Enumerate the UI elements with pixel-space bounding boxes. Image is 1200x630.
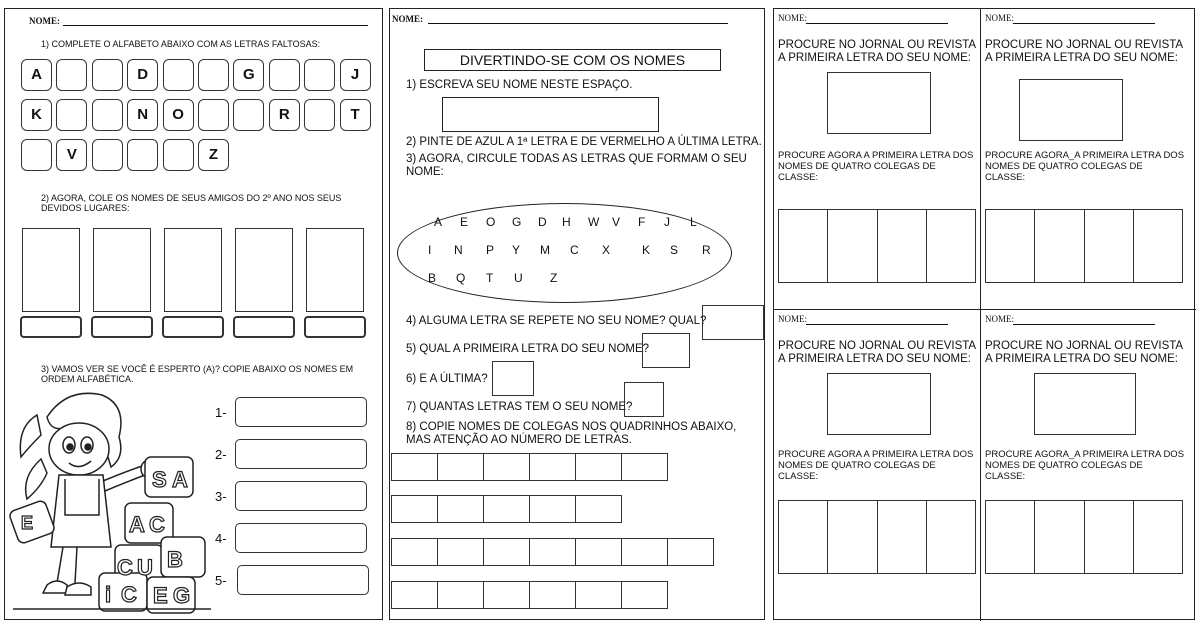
ellipse-letter[interactable]: I (428, 243, 432, 257)
worksheet-alphabet (4, 8, 383, 620)
answer-field[interactable] (235, 397, 367, 427)
friend-label-box[interactable] (304, 316, 366, 338)
classmate-letter-box[interactable] (779, 210, 828, 282)
classmates-letter-boxes (985, 500, 1183, 574)
name-line[interactable] (1013, 324, 1155, 325)
letter-cell[interactable] (437, 538, 484, 566)
instruction-own-letter: PROCURE NO JORNAL OU REVISTA A PRIMEIRA LETRA DO SEU NOME: (778, 340, 976, 365)
name-label: NOME: (985, 13, 1014, 23)
ellipse-letter[interactable]: N (454, 243, 463, 257)
alphabet-box-empty[interactable] (56, 99, 87, 131)
block-letter: U (137, 555, 153, 580)
letter-cell[interactable] (575, 581, 622, 609)
ellipse-letter[interactable]: H (562, 215, 571, 229)
alphabet-box-empty[interactable] (92, 99, 123, 131)
instruction-own-letter: PROCURE NO JORNAL OU REVISTA A PRIMEIRA LETRA DO SEU NOME: (985, 340, 1183, 365)
answer-number: 5- (215, 573, 227, 588)
ellipse-letter[interactable]: F (638, 215, 646, 229)
alphabet-box-empty[interactable] (269, 59, 300, 91)
question-2-title: 2) AGORA, COLE OS NOMES DE SEUS AMIGOS DO 2º ANO NOS SEUS DEVIDOS LUGARES: (41, 193, 342, 213)
ellipse-letter[interactable]: S (670, 243, 679, 257)
ellipse-letter[interactable]: Z (550, 271, 558, 285)
friend-label-box[interactable] (20, 316, 82, 338)
own-letter-box[interactable] (1034, 373, 1136, 435)
answer-field[interactable] (235, 481, 367, 511)
name-line[interactable] (428, 23, 728, 24)
alphabet-box-filled: O (163, 99, 194, 131)
letter-cell[interactable] (483, 495, 530, 523)
block-letter: A (129, 512, 145, 537)
classmate-letter-box[interactable] (1085, 501, 1134, 573)
classmates-letter-boxes (778, 500, 976, 574)
alphabet-box-empty[interactable] (233, 99, 264, 131)
letter-cell[interactable] (529, 495, 576, 523)
activity-card (774, 9, 980, 309)
name-write-box[interactable] (442, 97, 659, 132)
alphabet-box-filled: T (340, 99, 371, 131)
alphabet-box-empty[interactable] (198, 59, 229, 91)
letter-cell[interactable] (621, 538, 668, 566)
classmate-letter-box[interactable] (927, 501, 975, 573)
letter-cell[interactable] (575, 495, 622, 523)
ellipse-letter[interactable]: K (642, 243, 651, 257)
letter-cell-row (392, 538, 714, 566)
letter-cell[interactable] (483, 538, 530, 566)
friend-label-box[interactable] (91, 316, 153, 338)
alphabet-box-filled: V (56, 139, 87, 171)
ellipse-letter[interactable]: L (690, 215, 697, 229)
answer-field[interactable] (235, 523, 367, 553)
alphabet-box-empty[interactable] (127, 139, 158, 171)
name-label: NOME: (985, 314, 1014, 324)
alphabet-box-empty[interactable] (304, 59, 335, 91)
ellipse-letter[interactable]: O (486, 215, 496, 229)
alphabet-box-empty[interactable] (56, 59, 87, 91)
classmate-letter-box[interactable] (1134, 501, 1182, 573)
letter-cell[interactable] (483, 453, 530, 481)
classmates-letter-boxes (778, 209, 976, 283)
classmate-letter-box[interactable] (1134, 210, 1182, 282)
letter-cell-row (392, 495, 622, 523)
name-label: NOME: (29, 16, 60, 26)
block-letter: G (173, 583, 191, 608)
classmate-letter-box[interactable] (878, 210, 927, 282)
instruction-classmates: PROCURE AGORA A PRIMEIRA LETRA DOS NOMES DE QUATRO COLEGAS DE CLASSE: (778, 449, 974, 482)
alphabet-box-empty[interactable] (92, 139, 123, 171)
block-letter: C (117, 555, 133, 580)
letter-cell[interactable] (529, 453, 576, 481)
ellipse-letter[interactable]: E (460, 215, 469, 229)
own-letter-box[interactable] (1019, 79, 1123, 141)
alphabet-box-filled: R (269, 99, 300, 131)
answer-number: 2- (215, 447, 227, 462)
letter-cell[interactable] (437, 581, 484, 609)
classmate-letter-box[interactable] (986, 210, 1035, 282)
question-4: 4) ALGUMA LETRA SE REPETE NO SEU NOME? QUAL? (406, 315, 707, 327)
letter-cell[interactable] (391, 453, 438, 481)
instruction-classmates: PROCURE AGORA_A PRIMEIRA LETRA DOS NOMES DE QUATRO COLEGAS DE CLASSE: (985, 150, 1185, 183)
classmate-letter-box[interactable] (1035, 210, 1084, 282)
instruction-own-letter: PROCURE NO JORNAL OU REVISTA A PRIMEIRA LETRA DO SEU NOME: (985, 39, 1183, 64)
letter-cell[interactable] (621, 581, 668, 609)
answer-field[interactable] (235, 439, 367, 469)
name-line[interactable] (806, 324, 948, 325)
classmate-letter-box[interactable] (1085, 210, 1134, 282)
friend-name-box[interactable] (306, 228, 364, 312)
answer-field[interactable] (237, 565, 369, 595)
answer-number: 3- (215, 489, 227, 504)
classmate-letter-box[interactable] (779, 501, 828, 573)
friend-name-box[interactable] (164, 228, 222, 312)
alphabet-box-empty[interactable] (304, 99, 335, 131)
classmate-letter-box[interactable] (1035, 501, 1084, 573)
worksheet-title: DIVERTINDO-SE COM OS NOMES (424, 49, 721, 71)
activity-card (774, 310, 980, 610)
name-line[interactable] (1013, 23, 1155, 24)
block-letter: B (167, 547, 183, 572)
letter-cell-row (392, 581, 668, 609)
letter-cell[interactable] (575, 453, 622, 481)
alphabet-box-filled: J (340, 59, 371, 91)
question-2: 2) PINTE DE AZUL A 1ª LETRA E DE VERMELHO A ÚLTIMA LETRA. (406, 136, 762, 148)
alphabet-box-empty[interactable] (163, 59, 194, 91)
activity-card (981, 310, 1187, 610)
alphabet-box-empty[interactable] (92, 59, 123, 91)
name-line[interactable] (63, 25, 368, 26)
letter-cell[interactable] (621, 453, 668, 481)
block-letter: C (121, 582, 137, 607)
ellipse-letter[interactable]: W (588, 215, 600, 229)
answer-box-repeat[interactable] (702, 305, 764, 340)
friend-name-box[interactable] (93, 228, 151, 312)
block-letter: E (21, 513, 34, 533)
alphabet-box-filled: K (21, 99, 52, 131)
answer-box-last-letter[interactable] (492, 361, 534, 396)
block-letter: i (105, 582, 112, 607)
ellipse-letter[interactable]: U (514, 271, 523, 285)
block-letter: A (172, 467, 188, 492)
activity-card (981, 9, 1187, 309)
name-label: NOME: (778, 13, 807, 23)
child-with-blocks-illustration (7, 387, 217, 615)
classmate-letter-box[interactable] (828, 501, 877, 573)
alphabet-box-filled: D (127, 59, 158, 91)
alphabet-box-filled: N (127, 99, 158, 131)
question-5: 5) QUAL A PRIMEIRA LETRA DO SEU NOME? (406, 343, 650, 355)
worksheet-first-letter (773, 8, 1195, 620)
letter-cell[interactable] (437, 495, 484, 523)
question-1: 1) ESCREVA SEU NOME NESTE ESPAÇO. (406, 79, 633, 91)
friend-label-box[interactable] (233, 316, 295, 338)
ellipse-letter[interactable]: A (434, 215, 443, 229)
instruction-classmates: PROCURE AGORA_A PRIMEIRA LETRA DOS NOMES DE QUATRO COLEGAS DE CLASSE: (985, 449, 1185, 482)
alphabet-box-empty[interactable] (21, 139, 52, 171)
worksheet-names (389, 8, 765, 620)
ellipse-letter[interactable]: V (612, 215, 621, 229)
letter-cell[interactable] (529, 581, 576, 609)
letter-cell[interactable] (391, 495, 438, 523)
ellipse-letter[interactable]: Q (456, 271, 466, 285)
letter-cell[interactable] (575, 538, 622, 566)
alphabet-box-filled: Z (198, 139, 229, 171)
letter-cell[interactable] (391, 581, 438, 609)
name-label: NOME: (392, 14, 423, 24)
ellipse-letter[interactable]: G (512, 215, 522, 229)
letter-cell[interactable] (391, 538, 438, 566)
classmate-letter-box[interactable] (986, 501, 1035, 573)
question-3-title: 3) VAMOS VER SE VOCÊ É ESPERTO (A)? COPIE ABAIXO OS NOMES EM ORDEM ALFABÉTICA. (41, 364, 354, 384)
ellipse-letter[interactable]: R (702, 243, 711, 257)
alphabet-box-empty[interactable] (163, 139, 194, 171)
ellipse-letter[interactable]: X (602, 243, 611, 257)
ellipse-letter[interactable]: M (540, 243, 550, 257)
alphabet-box-empty[interactable] (198, 99, 229, 131)
instruction-own-letter: PROCURE NO JORNAL OU REVISTA A PRIMEIRA LETRA DO SEU NOME: (778, 39, 976, 64)
friend-name-box[interactable] (22, 228, 80, 312)
own-letter-box[interactable] (827, 72, 931, 134)
question-3: 3) AGORA, CIRCULE TODAS AS LETRAS QUE FORMAM O SEU NOME: (406, 153, 747, 178)
classmate-letter-box[interactable] (927, 210, 975, 282)
alphabet-box-filled: G (233, 59, 264, 91)
ellipse-letter[interactable]: C (570, 243, 579, 257)
letter-cell[interactable] (483, 581, 530, 609)
classmate-letter-box[interactable] (878, 501, 927, 573)
friend-name-box[interactable] (235, 228, 293, 312)
ellipse-letter[interactable]: Y (512, 243, 521, 257)
block-letter: C (149, 512, 165, 537)
question-6: 6) E A ÚLTIMA? (406, 373, 488, 385)
ellipse-letter[interactable]: J (664, 215, 670, 229)
classmate-letter-box[interactable] (828, 210, 877, 282)
name-label: NOME: (778, 314, 807, 324)
answer-number: 1- (215, 405, 227, 420)
question-8: 8) COPIE NOMES DE COLEGAS NOS QUADRINHOS ABAIXO, MAS ATENÇÃO AO NÚMERO DE LETRAS. (406, 421, 737, 446)
classmates-letter-boxes (985, 209, 1183, 283)
ellipse-letter[interactable]: T (486, 271, 494, 285)
question-1-title: 1) COMPLETE O ALFABETO ABAIXO COM AS LETRAS FALTOSAS: (41, 39, 321, 49)
ellipse-letter[interactable]: P (486, 243, 495, 257)
answer-box-letter-count[interactable] (624, 382, 664, 417)
answer-box-first-letter[interactable] (642, 333, 690, 368)
ellipse-letter[interactable]: D (538, 215, 547, 229)
letter-cell[interactable] (437, 453, 484, 481)
alphabet-box-filled: A (21, 59, 52, 91)
friend-label-box[interactable] (162, 316, 224, 338)
letter-cell[interactable] (529, 538, 576, 566)
answer-number: 4- (215, 531, 227, 546)
question-7: 7) QUANTAS LETRAS TEM O SEU NOME? (406, 401, 633, 413)
letter-cell-row (392, 453, 668, 481)
ellipse-letter[interactable]: B (428, 271, 437, 285)
name-line[interactable] (806, 23, 948, 24)
instruction-classmates: PROCURE AGORA A PRIMEIRA LETRA DOS NOMES DE QUATRO COLEGAS DE CLASSE: (778, 150, 974, 183)
letter-cell[interactable] (667, 538, 714, 566)
block-letter: S (152, 467, 167, 492)
block-letter: E (153, 583, 168, 608)
own-letter-box[interactable] (827, 373, 931, 435)
